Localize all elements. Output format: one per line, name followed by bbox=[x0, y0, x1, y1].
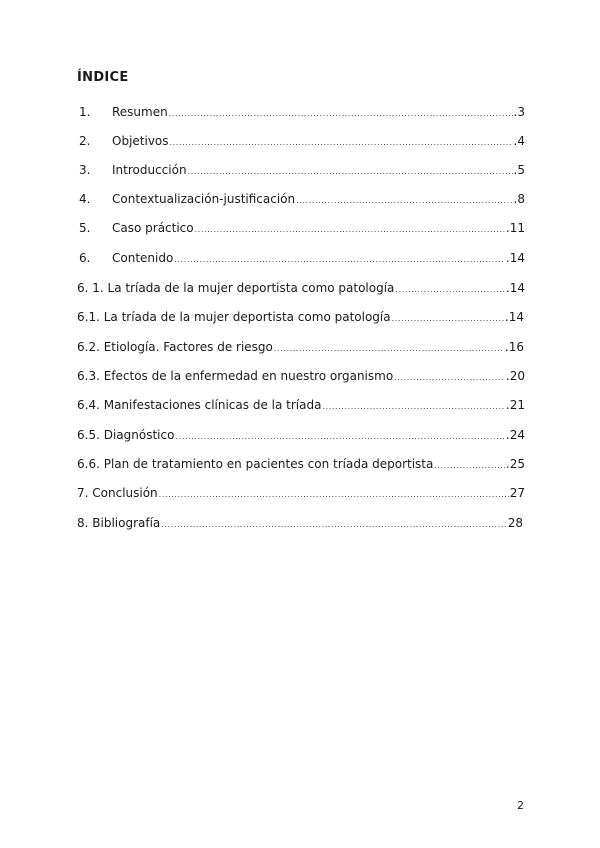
toc-entry-6-6[interactable] bbox=[77, 457, 525, 475]
toc-entry-number: 2. bbox=[79, 134, 91, 148]
toc-entry-page: .24 bbox=[505, 428, 525, 442]
dot-leader bbox=[169, 109, 513, 118]
toc-entry-label: Contenido bbox=[112, 251, 174, 265]
toc-title: ÍNDICE bbox=[77, 70, 129, 85]
dot-leader bbox=[159, 490, 509, 499]
toc-entry-objetivos[interactable] bbox=[79, 134, 525, 152]
toc-entry-page: .4 bbox=[513, 134, 525, 148]
toc-entry-page: 28 bbox=[507, 516, 523, 530]
toc-entry-page: .8 bbox=[513, 192, 525, 206]
toc-entry-number: 6. bbox=[79, 251, 91, 265]
toc-entry-page: .14 bbox=[505, 251, 525, 265]
toc-entry-label: 6.5. Diagnóstico bbox=[77, 428, 175, 442]
toc-entry-caso-practico[interactable] bbox=[79, 221, 525, 239]
toc-entry-label: Caso práctico bbox=[112, 221, 194, 235]
toc-entry-label: 6.2. Etiología. Factores de riesgo bbox=[77, 340, 273, 354]
dot-leader bbox=[161, 520, 506, 529]
toc-entry-page: .25 bbox=[505, 457, 525, 471]
toc-entry-label: Resumen bbox=[112, 105, 168, 119]
dot-leader bbox=[195, 225, 505, 234]
dot-leader bbox=[174, 255, 505, 264]
toc-entry-label: Contextualización-justificación bbox=[112, 192, 296, 206]
toc-entry-page: .20 bbox=[505, 369, 525, 383]
toc-entry-contenido[interactable] bbox=[79, 251, 525, 269]
toc-entry-6-1-b[interactable] bbox=[77, 310, 524, 328]
toc-entry-page: .21 bbox=[505, 398, 525, 412]
toc-entry-page: .16 bbox=[504, 340, 524, 354]
toc-entry-page: .14 bbox=[504, 310, 524, 324]
toc-entry-page: .5 bbox=[513, 163, 525, 177]
toc-entry-conclusion[interactable] bbox=[77, 486, 525, 504]
toc-entry-resumen[interactable] bbox=[79, 105, 525, 123]
toc-entry-bibliografia[interactable] bbox=[77, 516, 523, 534]
toc-entry-number: 1. bbox=[79, 105, 91, 119]
toc-entry-6-1-a[interactable] bbox=[77, 281, 525, 299]
dot-leader bbox=[322, 402, 504, 411]
toc-entry-6-5[interactable] bbox=[77, 428, 525, 446]
toc-entry-page: .14 bbox=[505, 281, 525, 295]
dot-leader bbox=[395, 285, 504, 294]
dot-leader bbox=[394, 373, 505, 382]
toc-entry-6-3[interactable] bbox=[77, 369, 525, 387]
dot-leader bbox=[392, 314, 504, 323]
dot-leader bbox=[296, 196, 512, 205]
toc-entry-label: 6. 1. La tríada de la mujer deportista como patología bbox=[77, 281, 395, 295]
page-number: 2 bbox=[517, 799, 524, 812]
toc-entry-number: 5. bbox=[79, 221, 91, 235]
toc-entry-page: .11 bbox=[505, 221, 525, 235]
dot-leader bbox=[274, 344, 504, 353]
toc-entry-label: 6.3. Efectos de la enfermedad en nuestro organismo bbox=[77, 369, 394, 383]
toc-entry-page: 27 bbox=[509, 486, 525, 500]
toc-entry-label: 6.1. La tríada de la mujer deportista como patología bbox=[77, 310, 391, 324]
toc-entry-label: 7. Conclusión bbox=[77, 486, 158, 500]
toc-entry-number: 3. bbox=[79, 163, 91, 177]
toc-entry-label: 6.6. Plan de tratamiento en pacientes con tríada deportista bbox=[77, 457, 434, 471]
toc-entry-contextualizacion[interactable] bbox=[79, 192, 525, 210]
toc-entry-6-2[interactable] bbox=[77, 340, 524, 358]
toc-entry-introduccion[interactable] bbox=[79, 163, 525, 181]
toc-entry-6-4[interactable] bbox=[77, 398, 525, 416]
toc-entry-label: Introducción bbox=[112, 163, 187, 177]
toc-entry-label: 8. Bibliografía bbox=[77, 516, 161, 530]
toc-entry-label: 6.4. Manifestaciones clínicas de la tríada bbox=[77, 398, 322, 412]
toc-entry-label: Objetivos bbox=[112, 134, 169, 148]
dot-leader bbox=[188, 167, 513, 176]
toc-entry-page: .3 bbox=[513, 105, 525, 119]
dot-leader bbox=[170, 138, 513, 147]
dot-leader bbox=[434, 461, 505, 470]
toc-entry-number: 4. bbox=[79, 192, 91, 206]
dot-leader bbox=[175, 432, 504, 441]
